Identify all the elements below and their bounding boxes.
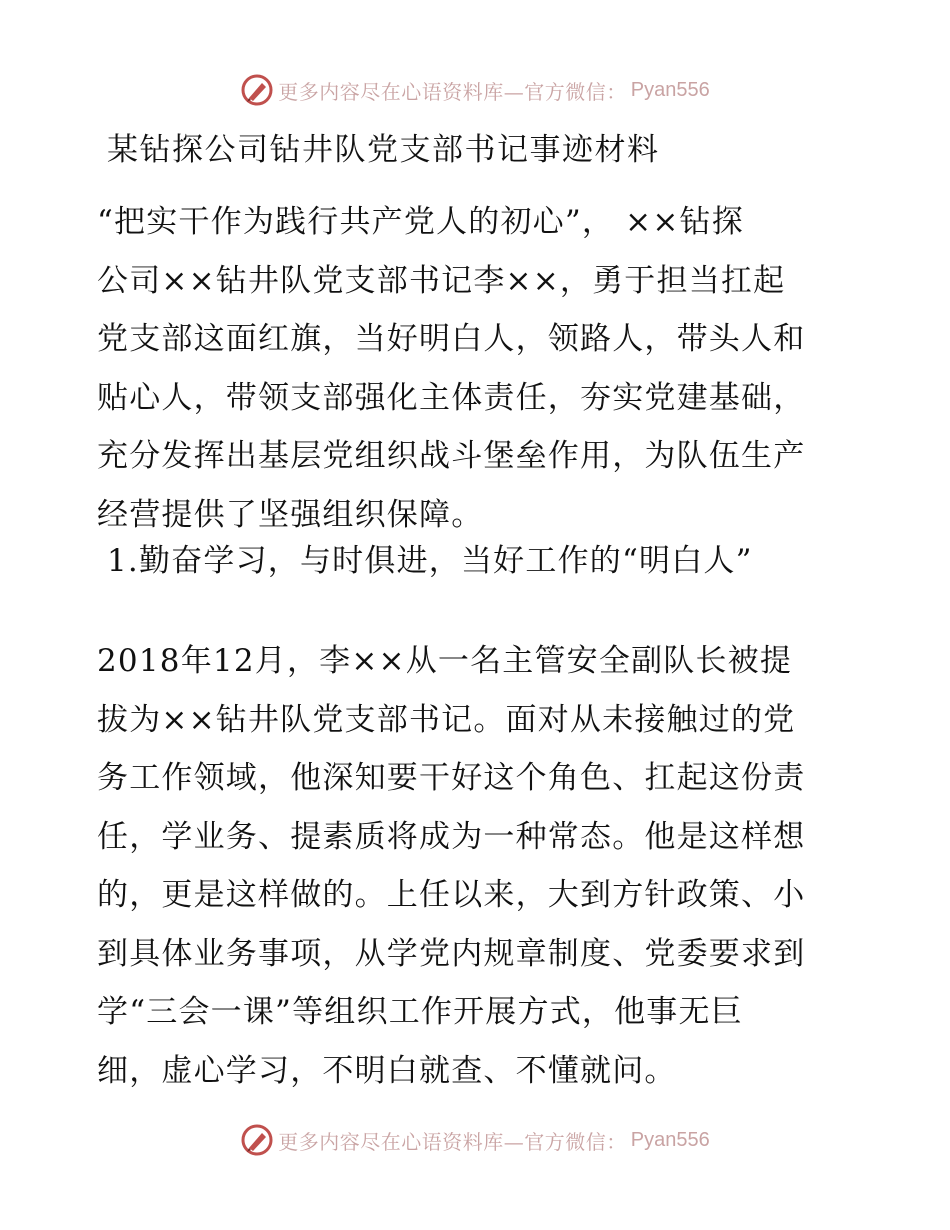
watermark-wechat-id: Pyan556 bbox=[630, 1128, 710, 1151]
text-line: 充分发挥出基层党组织战斗堡垒作用，为队伍生产 bbox=[97, 438, 806, 474]
text-line: 拔为××钻井队党支部书记。面对从未接触过的党 bbox=[97, 701, 796, 738]
text-line: 2018年12月，李××从一名主管安全副队长被提 bbox=[97, 643, 793, 679]
section-paragraph bbox=[97, 632, 857, 1100]
watermark-text: 更多内容尽在心语资料库—官方微信： bbox=[278, 79, 627, 104]
text-line: 公司××钻井队党支部书记李××，勇于担当扛起 bbox=[97, 262, 786, 299]
text-line: 党支部这面红旗，当好明白人，领路人，带头人和 bbox=[97, 321, 806, 357]
pen-logo-icon bbox=[240, 1123, 274, 1157]
header-watermark bbox=[0, 70, 950, 110]
text-line: 贴心人，带领支部强化主体责任，夯实党建基础， bbox=[97, 379, 806, 416]
text-line: 细，虚心学习，不明白就查、不懂就问。 bbox=[97, 1052, 677, 1089]
intro-paragraph bbox=[97, 193, 857, 544]
text-line: 经营提供了坚强组织保障。 bbox=[97, 496, 484, 533]
document-title: 某钻探公司钻井队党支部书记事迹材料 bbox=[107, 132, 660, 168]
text-line: 的，更是这样做的。上任以来，大到方针政策、小 bbox=[97, 877, 806, 913]
footer-watermark bbox=[0, 1120, 950, 1160]
watermark-text: 更多内容尽在心语资料库—官方微信： bbox=[278, 1129, 627, 1154]
text-line: 学“三会一课”等组织工作开展方式，他事无巨 bbox=[97, 994, 743, 1030]
text-line: 务工作领域，他深知要干好这个角色、扛起这份责 bbox=[97, 760, 806, 796]
pen-logo-icon bbox=[240, 73, 274, 107]
text-line: “把实干作为践行共产党人的初心”， ××钻探 bbox=[97, 204, 744, 240]
watermark-wechat-id: Pyan556 bbox=[630, 78, 710, 101]
section-heading: 1.勤奋学习，与时俱进，当好工作的“明白人” bbox=[107, 543, 753, 579]
text-line: 任，学业务、提素质将成为一种常态。他是这样想 bbox=[97, 818, 806, 855]
text-line: 到具体业务事项，从学党内规章制度、党委要求到 bbox=[97, 935, 806, 972]
